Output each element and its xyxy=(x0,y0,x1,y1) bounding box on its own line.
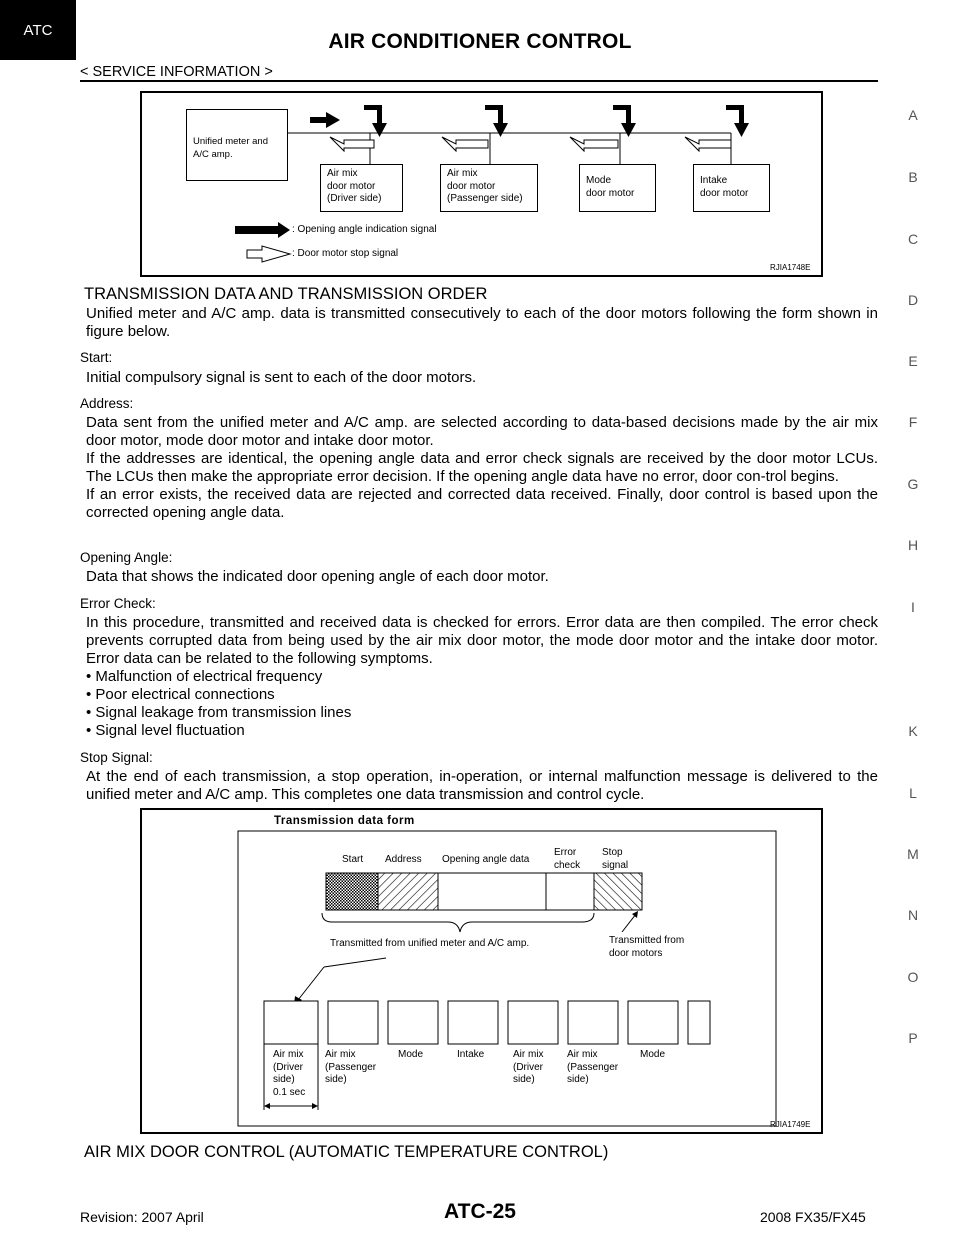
motor-box-mode: Mode door motor xyxy=(579,164,656,212)
section-heading-transmission: TRANSMISSION DATA AND TRANSMISSION ORDER xyxy=(84,285,488,303)
term-stop-signal-text: At the end of each transmission, a stop operation, in-operation, or internal malfunction message is delivered to the unified meter and A/C amp. This completes one data transmission and control cycle. xyxy=(86,768,878,803)
footer-revision: Revision: 2007 April xyxy=(80,1209,204,1225)
figure-id: RJIA1749E xyxy=(770,1120,811,1129)
transmission-data-form-diagram xyxy=(140,808,823,1134)
term-opening-angle-text: Data that shows the indicated door opening angle of each door motor. xyxy=(86,568,549,585)
side-tab-p[interactable]: P xyxy=(908,1030,918,1046)
bullet-item: • Malfunction of electrical frequency xyxy=(86,668,323,685)
side-tab-g[interactable]: G xyxy=(907,476,919,492)
opening-signal-arrow xyxy=(310,112,340,128)
footer-model: 2008 FX35/FX45 xyxy=(760,1209,866,1225)
field-label-address: Address xyxy=(385,854,422,865)
field-label-start: Start xyxy=(342,854,364,865)
data-form-title: Transmission data form xyxy=(274,815,415,827)
sequence-label: Intake xyxy=(457,1049,485,1060)
side-tab-f[interactable]: F xyxy=(908,414,918,430)
side-tab-b[interactable]: B xyxy=(908,169,918,185)
error-check-segment xyxy=(546,873,594,910)
bullet-item: • Signal level fluctuation xyxy=(86,722,245,739)
side-tab-d[interactable]: D xyxy=(907,292,919,308)
side-tab-k[interactable]: K xyxy=(908,723,918,739)
side-tab-c[interactable]: C xyxy=(907,231,919,247)
time-label: 0.1 sec xyxy=(273,1087,306,1098)
term-start: Start: xyxy=(80,350,113,365)
side-tab-a[interactable]: A xyxy=(908,107,918,123)
side-tab-n[interactable]: N xyxy=(907,907,919,923)
header-rule xyxy=(80,80,878,82)
term-error-check: Error Check: xyxy=(80,596,156,611)
door-motor-signal-diagram xyxy=(140,91,823,277)
side-tab-m[interactable]: M xyxy=(907,846,919,862)
motor-box-intake: Intake door motor xyxy=(693,164,770,212)
opening-signal-bent-arrows xyxy=(364,105,749,137)
sequence-boxes xyxy=(264,1001,710,1044)
footer-page-number: ATC-25 xyxy=(444,1200,516,1223)
from-unit-label: Transmitted from unified meter and A/C amp. xyxy=(330,938,530,949)
from-motors-label: Transmitted from door motors xyxy=(609,935,685,959)
field-label-stop-signal: Stop signal xyxy=(602,847,629,871)
field-label-opening-angle: Opening angle data xyxy=(442,854,530,865)
term-opening-angle: Opening Angle: xyxy=(80,550,173,565)
sequence-label: Air mix (Driver side) xyxy=(513,1049,544,1085)
sequence-label: Air mix (Passenger side) xyxy=(567,1049,619,1085)
sequence-label: Air mix (Driver side) xyxy=(273,1049,304,1085)
side-tab-e[interactable]: E xyxy=(908,353,918,369)
section-subtitle: < SERVICE INFORMATION > xyxy=(80,64,273,80)
section-heading-air-mix: AIR MIX DOOR CONTROL (AUTOMATIC TEMPERATURE CONTROL) xyxy=(84,1143,609,1161)
stop-signal-segment xyxy=(594,873,642,910)
legend-stop-icon xyxy=(247,246,290,262)
motor-box-driver: Air mix door motor (Driver side) xyxy=(320,164,403,212)
term-error-check-text: In this procedure, transmitted and received data is checked for errors. Error data are then compiled. The error check prevents corrupted data from being used by the air mix door motor, the mode door motor and the intake door motor. Error data can be related to the following symptoms. • Malfunction of electrical frequency • Poor electrical connections • Signal leakage from transmission lines • Signal level fluctuation xyxy=(86,614,878,739)
stop-signal-arrows xyxy=(330,137,731,151)
sequence-label: Air mix (Passenger side) xyxy=(325,1049,377,1085)
legend-opening-label: : Opening angle indication signal xyxy=(292,224,437,235)
page-title: AIR CONDITIONER CONTROL xyxy=(328,30,632,53)
side-tab-o[interactable]: O xyxy=(907,969,919,985)
term-address: Address: xyxy=(80,396,134,411)
term-stop-signal: Stop Signal: xyxy=(80,750,153,765)
side-tab-h[interactable]: H xyxy=(907,537,919,553)
legend-opening-icon xyxy=(235,222,290,238)
section-intro: Unified meter and A/C amp. data is transmitted consecutively to each of the door motors following the form shown in figure below. xyxy=(86,305,878,340)
term-start-text: Initial compulsory signal is sent to each of the door motors. xyxy=(86,369,477,386)
motor-box-passenger: Air mix door motor (Passenger side) xyxy=(440,164,538,212)
address-segment xyxy=(378,873,438,910)
sequence-label: Mode xyxy=(640,1049,666,1060)
figure-id: RJIA1748E xyxy=(770,263,811,272)
bullet-item: • Poor electrical connections xyxy=(86,686,275,703)
term-address-text: Data sent from the unified meter and A/C amp. are selected according to data-based decisions made by the air mix door motor, mode door motor and intake door motor. If the addresses are identical, the opening angle data and error check signals are received by the door motor LCUs. The LCUs then make the appropriate error decision. If the opening angle data have no error, door con-trol begins. If an error exists, the received data are rejected and corrected data received. Finally, door control is based upon the corrected opening angle data. xyxy=(86,414,878,521)
sequence-label: Mode xyxy=(398,1049,424,1060)
bullet-item: • Signal leakage from transmission lines xyxy=(86,704,352,721)
legend-stop-label: : Door motor stop signal xyxy=(292,248,399,259)
side-tab-i[interactable]: I xyxy=(911,599,915,615)
unified-meter-box: Unified meter and A/C amp. xyxy=(186,109,288,181)
side-tab-l[interactable]: L xyxy=(909,785,917,801)
brace xyxy=(322,913,594,932)
side-tab-atc[interactable]: ATC xyxy=(0,0,76,60)
field-label-error-check: Error check xyxy=(554,847,581,871)
start-segment xyxy=(326,873,378,910)
opening-angle-segment xyxy=(438,873,546,910)
